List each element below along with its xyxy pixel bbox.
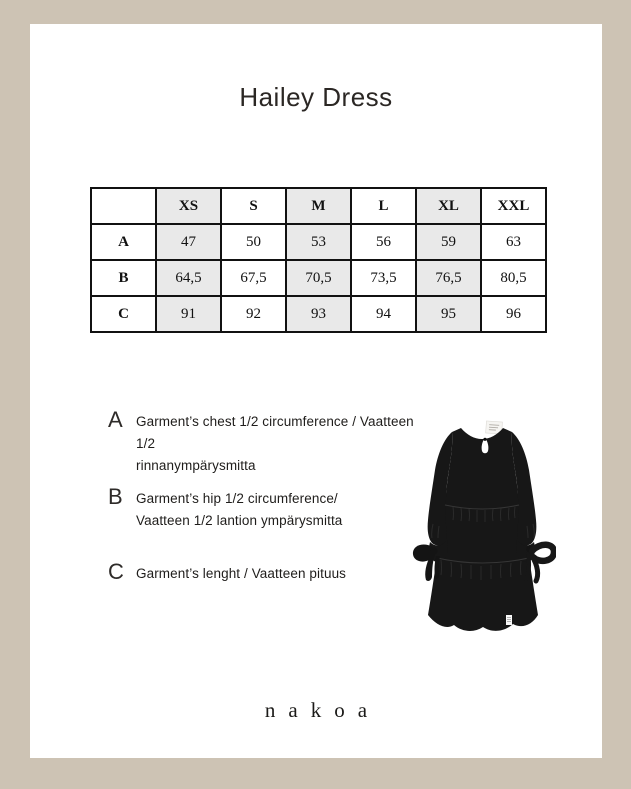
keyhole-button: [483, 438, 486, 441]
table-row-a: [91, 224, 546, 260]
legend-text-a-line2: rinnanympärysmitta: [136, 458, 256, 473]
cell-a-l: 56: [351, 224, 416, 260]
cell-c-s: 92: [221, 296, 286, 332]
cell-b-s: 67,5: [221, 260, 286, 296]
cell-c-m: 93: [286, 296, 351, 332]
cell-b-xxl: 80,5: [481, 260, 546, 296]
legend-text-a-line1: Garment’s chest 1/2 circumference / Vaatteen 1/2: [136, 414, 414, 451]
size-col-s: S: [221, 188, 286, 224]
size-col-xxl: XXL: [481, 188, 546, 224]
size-col-l: L: [351, 188, 416, 224]
cell-b-m: 70,5: [286, 260, 351, 296]
legend-text-b-line2: Vaatteen 1/2 lantion ympärysmitta: [136, 513, 343, 528]
brand-wordmark: nakoa: [264, 698, 381, 722]
size-chart-page: [30, 24, 602, 758]
cell-b-l: 73,5: [351, 260, 416, 296]
page-title: Hailey Dress: [239, 82, 393, 112]
legend-text-b-line1: Garment’s hip 1/2 circumference/: [136, 491, 338, 506]
row-label-c: C: [91, 296, 156, 332]
cell-c-xs: 91: [156, 296, 221, 332]
table-row-b: [91, 260, 546, 296]
legend-letter-b: B: [108, 484, 123, 509]
cell-a-xs: 47: [156, 224, 221, 260]
cell-a-xxl: 63: [481, 224, 546, 260]
left-cuff-bow: [413, 545, 440, 581]
legend-item-b: [108, 484, 414, 532]
legend-item-c: [108, 559, 414, 585]
size-col-xl: XL: [416, 188, 481, 224]
cell-a-s: 50: [221, 224, 286, 260]
cell-a-m: 53: [286, 224, 351, 260]
size-table: [90, 187, 547, 333]
legend-text-c-line1: Garment’s lenght / Vaatteen pituus: [136, 566, 347, 581]
table-row-c: [91, 296, 546, 332]
cell-b-xl: 76,5: [416, 260, 481, 296]
row-label-a: A: [91, 224, 156, 260]
legend-item-a: [108, 407, 414, 477]
product-photo-dress: [411, 420, 556, 634]
row-label-b: B: [91, 260, 156, 296]
legend-letter-c: C: [108, 559, 124, 584]
cell-c-xl: 95: [416, 296, 481, 332]
cell-c-xxl: 96: [481, 296, 546, 332]
hem-tag: [506, 615, 512, 625]
cell-c-l: 94: [351, 296, 416, 332]
size-col-xs: XS: [156, 188, 221, 224]
cell-a-xl: 59: [416, 224, 481, 260]
size-table-corner-cell: [91, 188, 156, 224]
size-col-m: M: [286, 188, 351, 224]
cell-b-xs: 64,5: [156, 260, 221, 296]
legend-letter-a: A: [108, 407, 123, 432]
size-table-header-row: [91, 188, 546, 224]
